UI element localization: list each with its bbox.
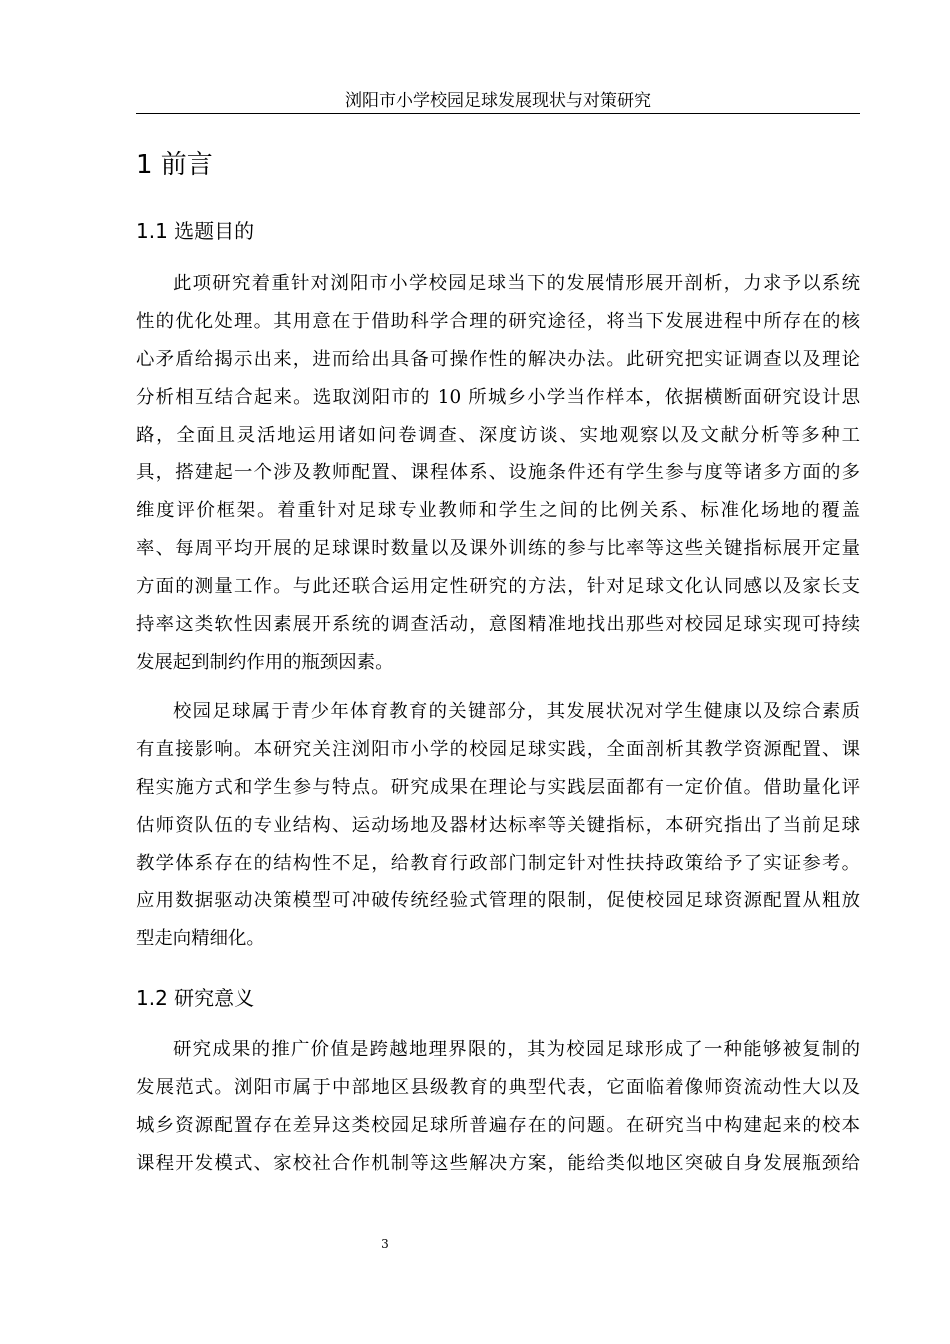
text-line: 校园足球属于青少年体育教育的关键部分，其发展状况对学生健康以及综合素质: [173, 701, 860, 722]
text-line: 程实施方式和学生参与特点。研究成果在理论与实践层面都有一定价值。借助量化评: [136, 776, 860, 798]
section-heading: 1 前言: [136, 150, 213, 180]
text-line: 型走向精细化。: [136, 928, 265, 950]
text-line: 持率这类软性因素展开系统的调查活动，意图精准地找出那些对校园足球实现可持续: [136, 614, 860, 636]
text-line: 维度评价框架。着重针对足球专业教师和学生之间的比例关系、标准化场地的覆盖: [136, 500, 860, 522]
paragraph-significance-1: [136, 1031, 860, 1183]
subsection-heading-1-2: 1.2 研究意义: [136, 986, 255, 1010]
subsection-heading-1-1: 1.1 选题目的: [136, 219, 255, 243]
text-line: 课程开发模式、家校社合作机制等这些解决方案，能给类似地区突破自身发展瓶颈给: [136, 1152, 860, 1174]
text-line: 研究成果的推广价值是跨越地理界限的，其为校园足球形成了一种能够被复制的: [173, 1039, 860, 1060]
page-number: 3: [381, 1237, 389, 1251]
text-line: 城乡资源配置存在差异这类校园足球所普遍存在的问题。在研究当中构建起来的校本: [136, 1114, 860, 1136]
text-line: 此项研究着重针对浏阳市小学校园足球当下的发展情形展开剖析，力求予以系统: [173, 273, 860, 294]
text-line: 具，搭建起一个涉及教师配置、课程体系、设施条件还有学生参与度等诸多方面的多: [136, 462, 860, 484]
paragraph-purpose-1: [136, 265, 860, 682]
text-line: 心矛盾给揭示出来，进而给出具备可操作性的解决办法。此研究把实证调查以及理论: [136, 348, 860, 370]
text-line: 有直接影响。本研究关注浏阳市小学的校园足球实践，全面剖析其教学资源配置、课: [136, 738, 860, 760]
text-line: 率、每周平均开展的足球课时数量以及课外训练的参与比率等这些关键指标展开定量: [136, 538, 860, 560]
header-rule: [136, 113, 860, 114]
text-line: 教学体系存在的结构性不足，给教育行政部门制定针对性扶持政策给予了实证参考。: [136, 852, 860, 874]
text-line: 方面的测量工作。与此还联合运用定性研究的方法，针对足球文化认同感以及家长支: [136, 576, 860, 598]
text-line: 路，全面且灵活地运用诸如问卷调查、深度访谈、实地观察以及文献分析等多种工: [136, 424, 860, 446]
paragraph-purpose-2: [136, 693, 860, 958]
running-header: 浏阳市小学校园足球发展现状与对策研究: [345, 91, 651, 111]
text-line: 应用数据驱动决策模型可冲破传统经验式管理的限制，促使校园足球资源配置从粗放: [136, 890, 860, 912]
text-line: 估师资队伍的专业结构、运动场地及器材达标率等关键指标，本研究指出了当前足球: [136, 814, 860, 836]
text-line: 分析相互结合起来。选取浏阳市的 10 所城乡小学当作样本，依据横断面研究设计思: [136, 386, 860, 408]
text-line: 发展范式。浏阳市属于中部地区县级教育的典型代表，它面临着像师资流动性大以及: [136, 1076, 860, 1098]
text-line: 发展起到制约作用的瓶颈因素。: [136, 651, 394, 673]
text-line: 性的优化处理。其用意在于借助科学合理的研究途径，将当下发展进程中所存在的核: [136, 310, 860, 332]
